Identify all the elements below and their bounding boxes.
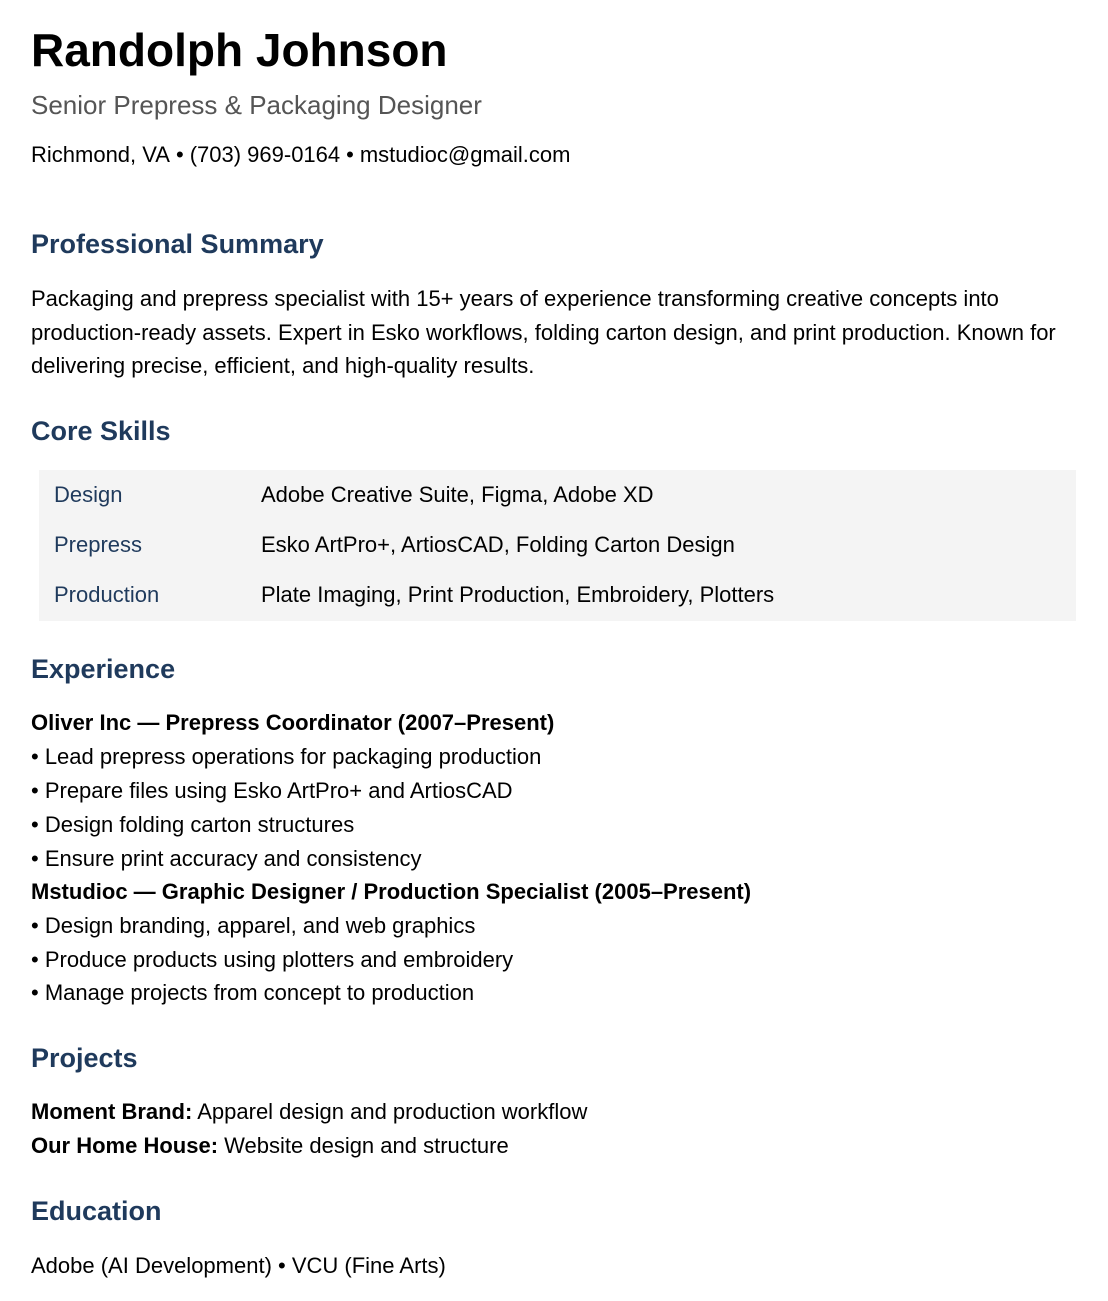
skills-table	[39, 470, 1076, 621]
project-description: Website design and structure	[224, 1133, 509, 1158]
candidate-name: Randolph Johnson	[31, 24, 448, 76]
skill-row	[39, 570, 1076, 620]
education-text: Adobe (AI Development) • VCU (Fine Arts)	[31, 1253, 446, 1278]
experience-heading: Experience	[31, 654, 176, 684]
project-item	[31, 1095, 587, 1129]
project-item	[31, 1129, 509, 1163]
job-bullet: • Lead prepress operations for packaging production	[31, 744, 542, 769]
project-name: Our Home House:	[31, 1133, 219, 1158]
project-description: Apparel design and production workflow	[197, 1099, 588, 1124]
skills-heading: Core Skills	[31, 416, 171, 446]
job-bullet: • Manage projects from concept to production	[31, 980, 475, 1005]
job-bullet: • Ensure print accuracy and consistency	[31, 846, 422, 871]
contact-separator: •	[346, 142, 354, 167]
education-heading: Education	[31, 1196, 162, 1226]
project-name: Moment Brand:	[31, 1099, 193, 1124]
skill-category: Design	[54, 482, 123, 507]
projects-heading: Projects	[31, 1043, 138, 1073]
job-bullet: • Design folding carton structures	[31, 812, 355, 837]
contact-separator: •	[175, 142, 184, 167]
job-bullet: • Produce products using plotters and embroidery	[31, 947, 514, 972]
skill-items: Adobe Creative Suite, Figma, Adobe XD	[261, 482, 654, 507]
skill-category: Prepress	[54, 532, 143, 557]
skill-row	[39, 520, 1076, 570]
summary-text: Packaging and prepress specialist with 15+ years of experience transforming creative concepts into production-ready assets. Expert in Esko workflows, folding carton design, and print production. Known for delivering precise, efficient, and high-quality results.	[31, 286, 1056, 378]
job-title-oliver: Oliver Inc — Prepress Coordinator (2007–Present)	[31, 710, 555, 735]
job-bullet: • Design branding, apparel, and web graphics	[31, 913, 476, 938]
skill-category: Production	[54, 582, 160, 607]
job-bullet: • Prepare files using Esko ArtPro+ and ArtiosCAD	[31, 778, 513, 803]
job-title: Senior Prepress & Packaging Designer	[31, 90, 482, 120]
job-title-mstudioc: Mstudioc — Graphic Designer / Production Specialist (2005–Present)	[31, 879, 752, 904]
skill-items: Esko ArtPro+, ArtiosCAD, Folding Carton Design	[261, 532, 735, 557]
contact-location: Richmond, VA	[31, 142, 170, 167]
contact-phone: (703) 969-0164	[189, 142, 341, 167]
skill-items: Plate Imaging, Print Production, Embroidery, Plotters	[261, 582, 775, 607]
contact-line	[31, 141, 570, 169]
contact-email: mstudioc@gmail.com	[359, 142, 571, 167]
skill-row	[39, 470, 1076, 520]
summary-heading: Professional Summary	[31, 229, 324, 259]
